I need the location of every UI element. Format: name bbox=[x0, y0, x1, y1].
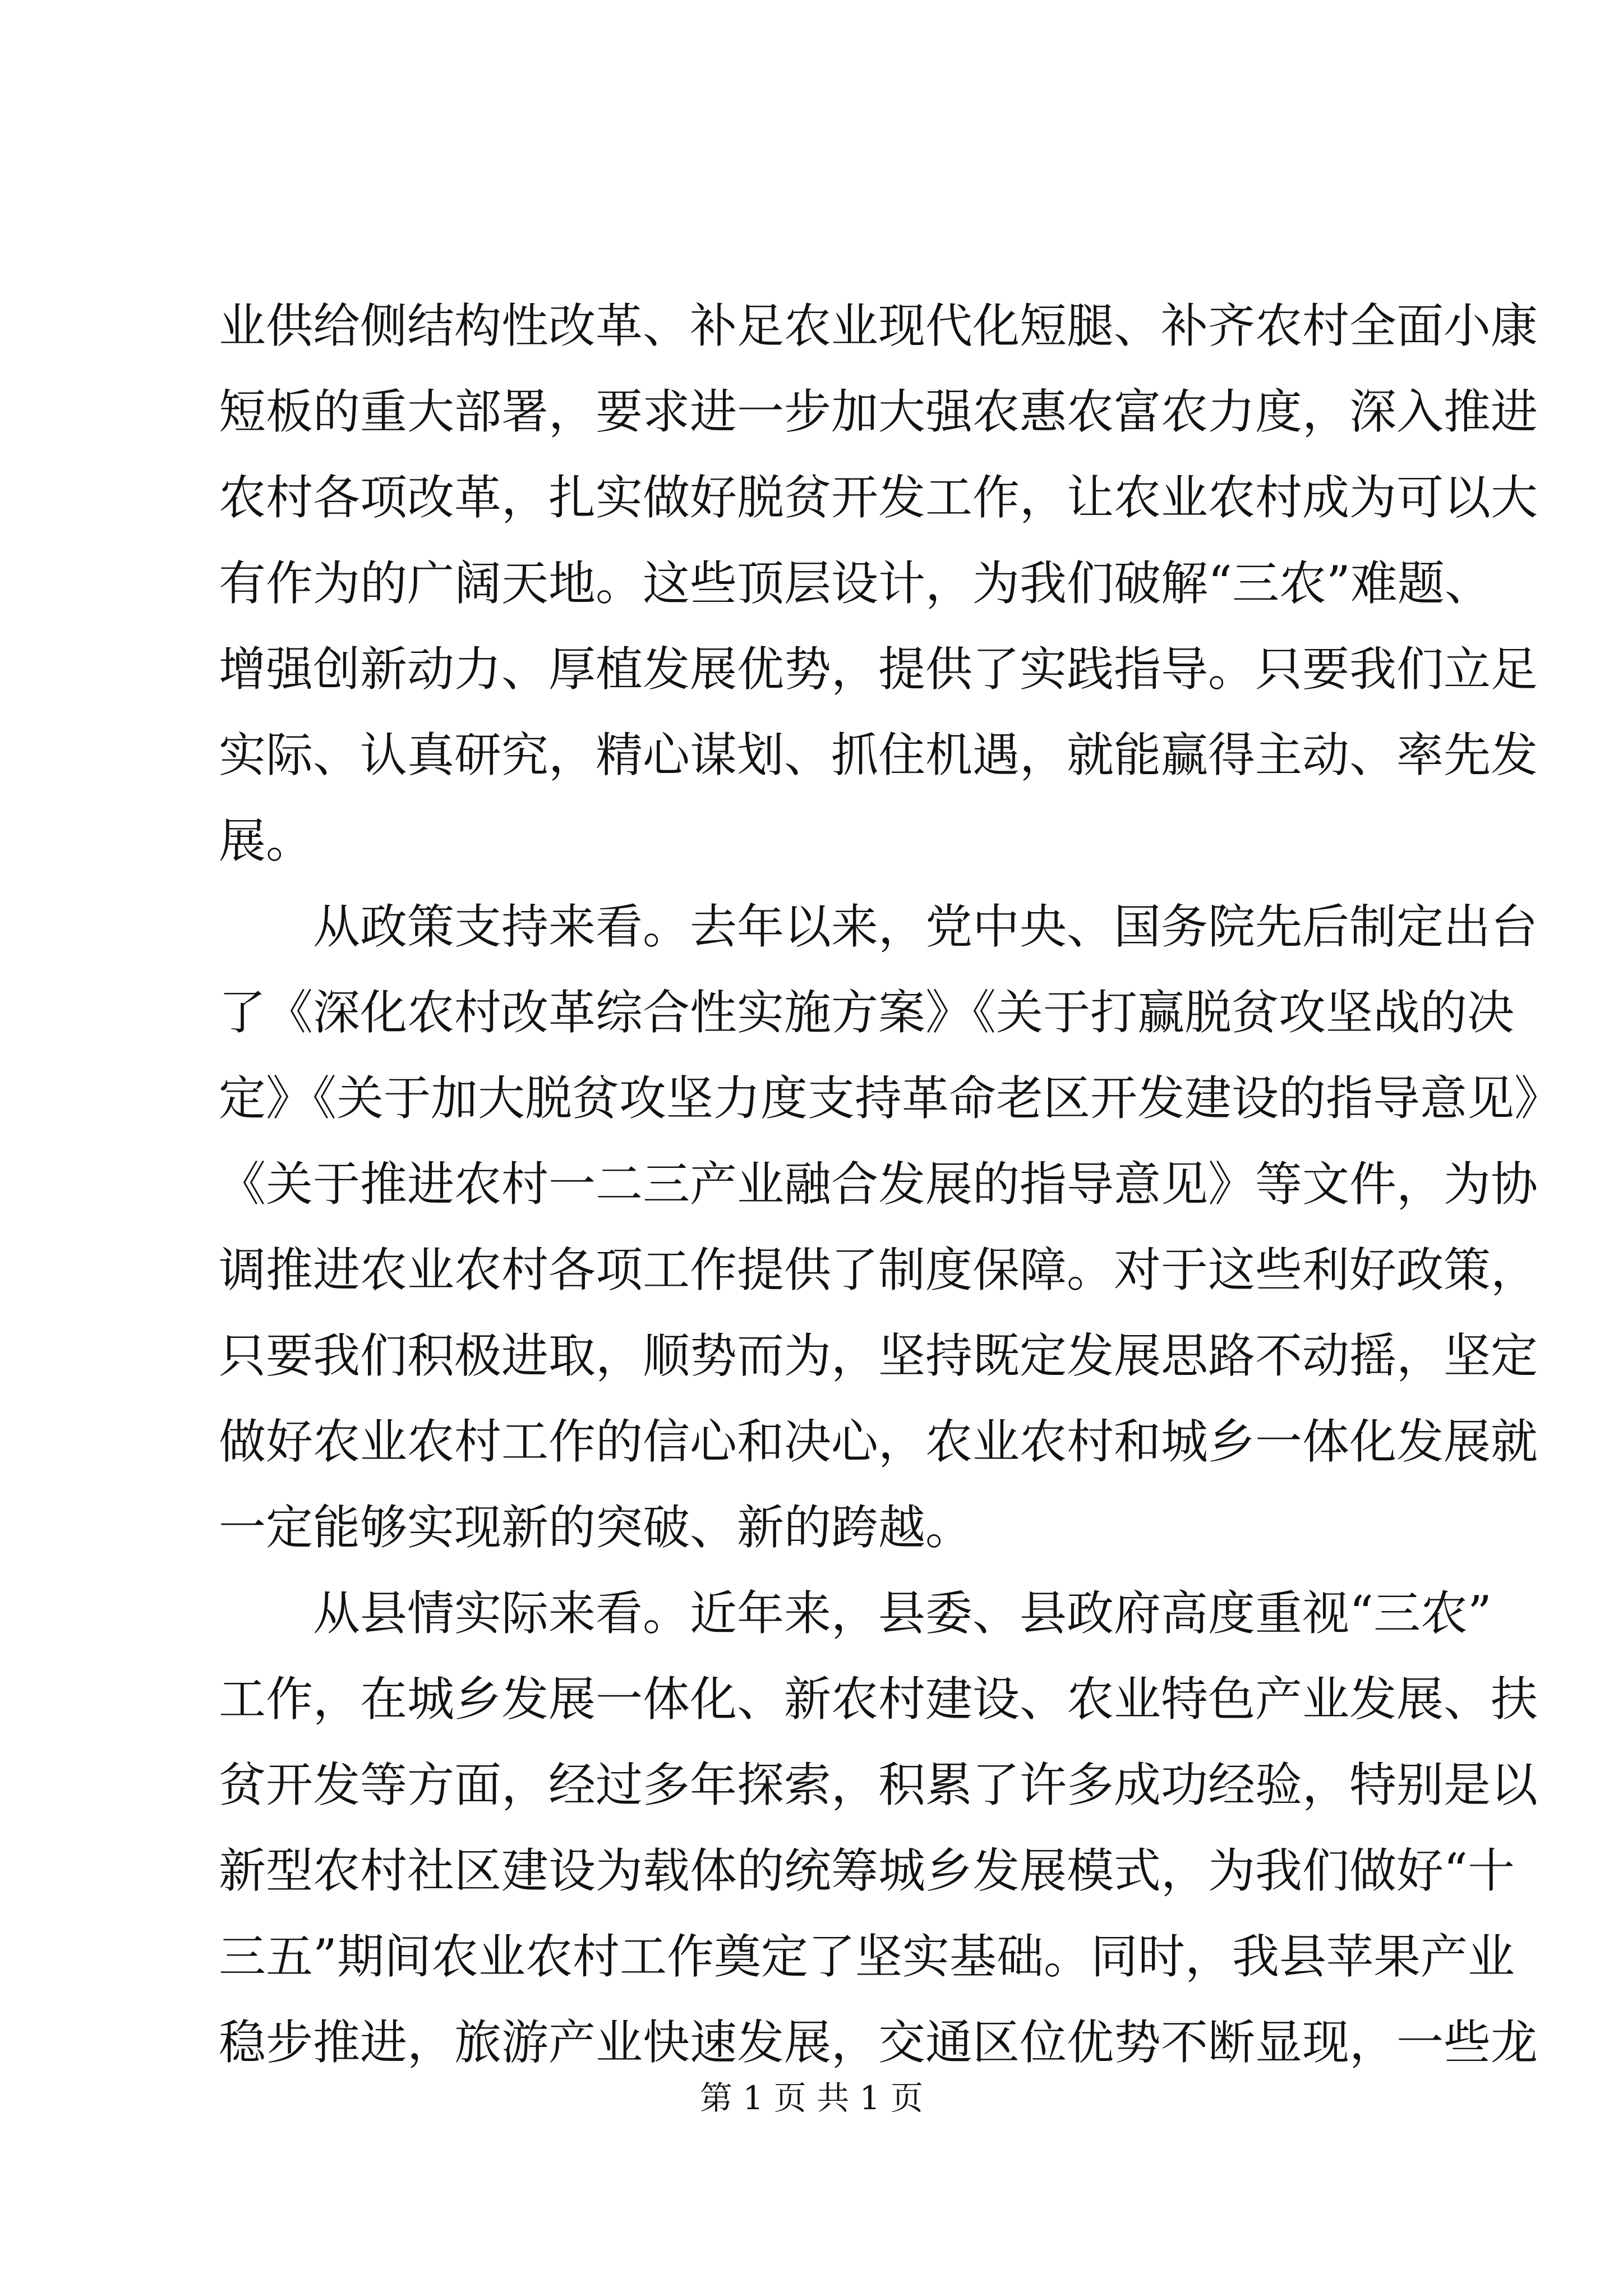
text-line: 了《深化农村改革综合性实施方案》《关于打赢脱贫攻坚战的决 bbox=[219, 985, 1515, 1040]
text-line: 有作为的广阔天地。这些顶层设计，为我们破解“三农”难题、 bbox=[219, 556, 1492, 611]
page-footer: 第 1 页 共 1 页 bbox=[700, 2079, 923, 2117]
text-line: 三五”期间农业农村工作奠定了坚实基础。同时，我县苹果产业 bbox=[219, 1929, 1515, 1984]
paragraph-first-line: 从政策支持来看。去年以来，党中央、国务院先后制定出台 bbox=[313, 899, 1538, 954]
text-line: 业供给侧结构性改革、补足农业现代化短腿、补齐农村全面小康 bbox=[219, 298, 1538, 353]
text-line: 定》《关于加大脱贫攻坚力度支持革命老区开发建设的指导意见》 bbox=[219, 1071, 1562, 1126]
text-line: 新型农村社区建设为载体的统筹城乡发展模式，为我们做好“十 bbox=[219, 1843, 1515, 1898]
paragraph-first-line: 从县情实际来看。近年来，县委、县政府高度重视“三农” bbox=[313, 1586, 1492, 1641]
text-line: 一定能够实现新的突破、新的跨越。 bbox=[219, 1500, 973, 1555]
text-line: 展。 bbox=[219, 813, 313, 868]
text-line: 增强创新动力、厚植发展优势，提供了实践指导。只要我们立足 bbox=[219, 642, 1538, 697]
text-line: 做好农业农村工作的信心和决心，农业农村和城乡一体化发展就 bbox=[219, 1414, 1538, 1469]
body-text bbox=[219, 283, 1562, 2086]
text-line: 农村各项改革，扎实做好脱贫开发工作，让农业农村成为可以大 bbox=[219, 470, 1538, 525]
text-line: 《关于推进农村一二三产业融合发展的指导意见》等文件，为协 bbox=[219, 1157, 1538, 1212]
text-line: 稳步推进，旅游产业快速发展，交通区位优势不断显现，一些龙 bbox=[219, 2015, 1538, 2070]
text-line: 只要我们积极进取，顺势而为，坚持既定发展思路不动摇，坚定 bbox=[219, 1328, 1538, 1383]
text-line: 工作，在城乡发展一体化、新农村建设、农业特色产业发展、扶 bbox=[219, 1672, 1538, 1727]
text-line: 调推进农业农村各项工作提供了制度保障。对于这些利好政策， bbox=[219, 1243, 1538, 1297]
text-line: 短板的重大部署，要求进一步加大强农惠农富农力度，深入推进 bbox=[219, 384, 1538, 439]
text-line: 实际、认真研究，精心谋划、抓住机遇，就能赢得主动、率先发 bbox=[219, 728, 1538, 783]
text-line: 贫开发等方面，经过多年探索，积累了许多成功经验，特别是以 bbox=[219, 1757, 1538, 1812]
